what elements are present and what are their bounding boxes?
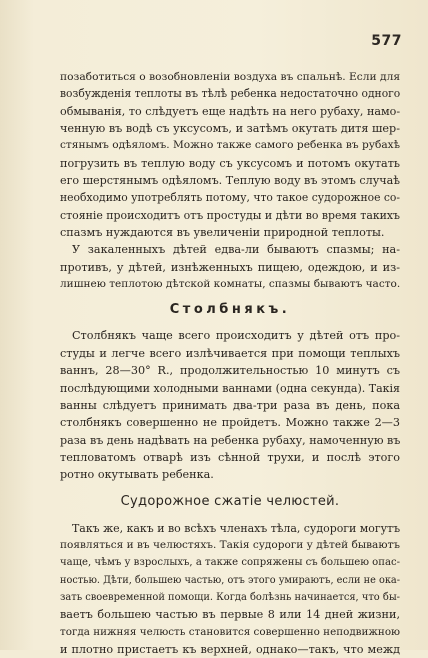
- text-line: раза въ день надѣвать на ребенка рубаху, намоченную въ: [60, 433, 401, 447]
- text-line: позаботиться о возобновленіи воздуха въ спальнѣ. Если для: [60, 70, 401, 83]
- paragraph-4: [60, 520, 400, 658]
- text-line: Такъ же, какъ и во всѣхъ членахъ тѣла, судороги могутъ: [72, 521, 401, 535]
- text-line: ченную въ водѣ съ уксусомъ, и затѣмъ окутать дитя шер-: [60, 122, 400, 136]
- paragraph-3: [60, 327, 400, 483]
- text-line: зать своевременной помощи. Когда болѣзнь начинается, что бы-: [60, 591, 400, 603]
- text-line: обмыванія, то слѣдуетъ еще надѣть на него рубаху, намо-: [60, 104, 401, 118]
- text-line: чаще, чѣмъ у взрослыхъ, а также сопряжены съ большею опас-: [60, 557, 400, 569]
- text-line: студы и легче всего излѣчивается при помощи теплыхъ: [60, 346, 400, 360]
- text-line: ваетъ большею частью въ первые 8 или 14 дней жизни,: [60, 608, 400, 622]
- text-line: тогда нижняя челюсть становится совершенно неподвижною: [60, 625, 401, 638]
- text-line: стояніе происходитъ отъ простуды и дѣти во время такихъ: [60, 208, 400, 222]
- text-line: ванны слѣдуетъ принимать два-три раза въ день, пока: [60, 398, 400, 412]
- page-number: 577: [371, 33, 402, 49]
- text-line: возбужденія теплоты въ тѣлѣ ребенка недостаточно одного: [60, 87, 401, 101]
- section-heading-jaw-spasm: Судорожное сжатіе челюстей.: [120, 493, 340, 509]
- paragraph-1: [60, 68, 400, 241]
- text-line: тепловатомъ отварѣ изъ сѣнной трухи, и послѣ этого: [60, 450, 400, 464]
- section-heading-tetanus: Столбнякъ.: [169, 302, 291, 318]
- text-line: ностью. Дѣти, большею частью, отъ этого умираютъ, если не ока-: [60, 574, 400, 586]
- text-line: погрузить въ теплую воду съ уксусомъ и потомъ окутать: [60, 156, 400, 170]
- text-line: необходимо употреблять потому, что такое судорожное со-: [60, 191, 401, 205]
- text-line: послѣдующими холодными ваннами (одна секунда). Такія: [60, 381, 400, 395]
- text-line: ротно окутывать ребенка.: [60, 468, 214, 482]
- text-line: спазмъ нуждаются въ увеличеніи природной теплоты.: [60, 226, 385, 240]
- text-line: У закаленныхъ дѣтей едва-ли бываютъ спазмы; на-: [72, 243, 400, 257]
- page-content: [60, 68, 400, 658]
- text-line: лишнею теплотою дѣтской комнаты, спазмы бываютъ часто.: [60, 278, 401, 291]
- text-line: ваннъ, 28—30° R., продолжительностью 10 минутъ съ: [60, 364, 400, 378]
- text-line: столбнякъ совершенно не пройдетъ. Можно также 2—3: [60, 416, 400, 430]
- text-line: появляться и въ челюстяхъ. Такія судороги у дѣтей бываютъ: [60, 538, 400, 551]
- text-line: противъ, у дѣтей, изнѣженныхъ пищею, одеждою, и из-: [60, 260, 400, 274]
- paragraph-2: [60, 241, 400, 293]
- text-line: его шерстянымъ одѣяломъ. Теплую воду въ этомъ случаѣ: [60, 174, 400, 188]
- text-line: и плотно пристаетъ къ верхней, однако—такъ, что межд: [60, 642, 400, 656]
- text-line: Столбнякъ чаще всего происходитъ у дѣтей отъ про-: [72, 329, 400, 343]
- text-line: стянымъ одѣяломъ. Можно также самого ребенка въ рубахѣ: [60, 139, 400, 152]
